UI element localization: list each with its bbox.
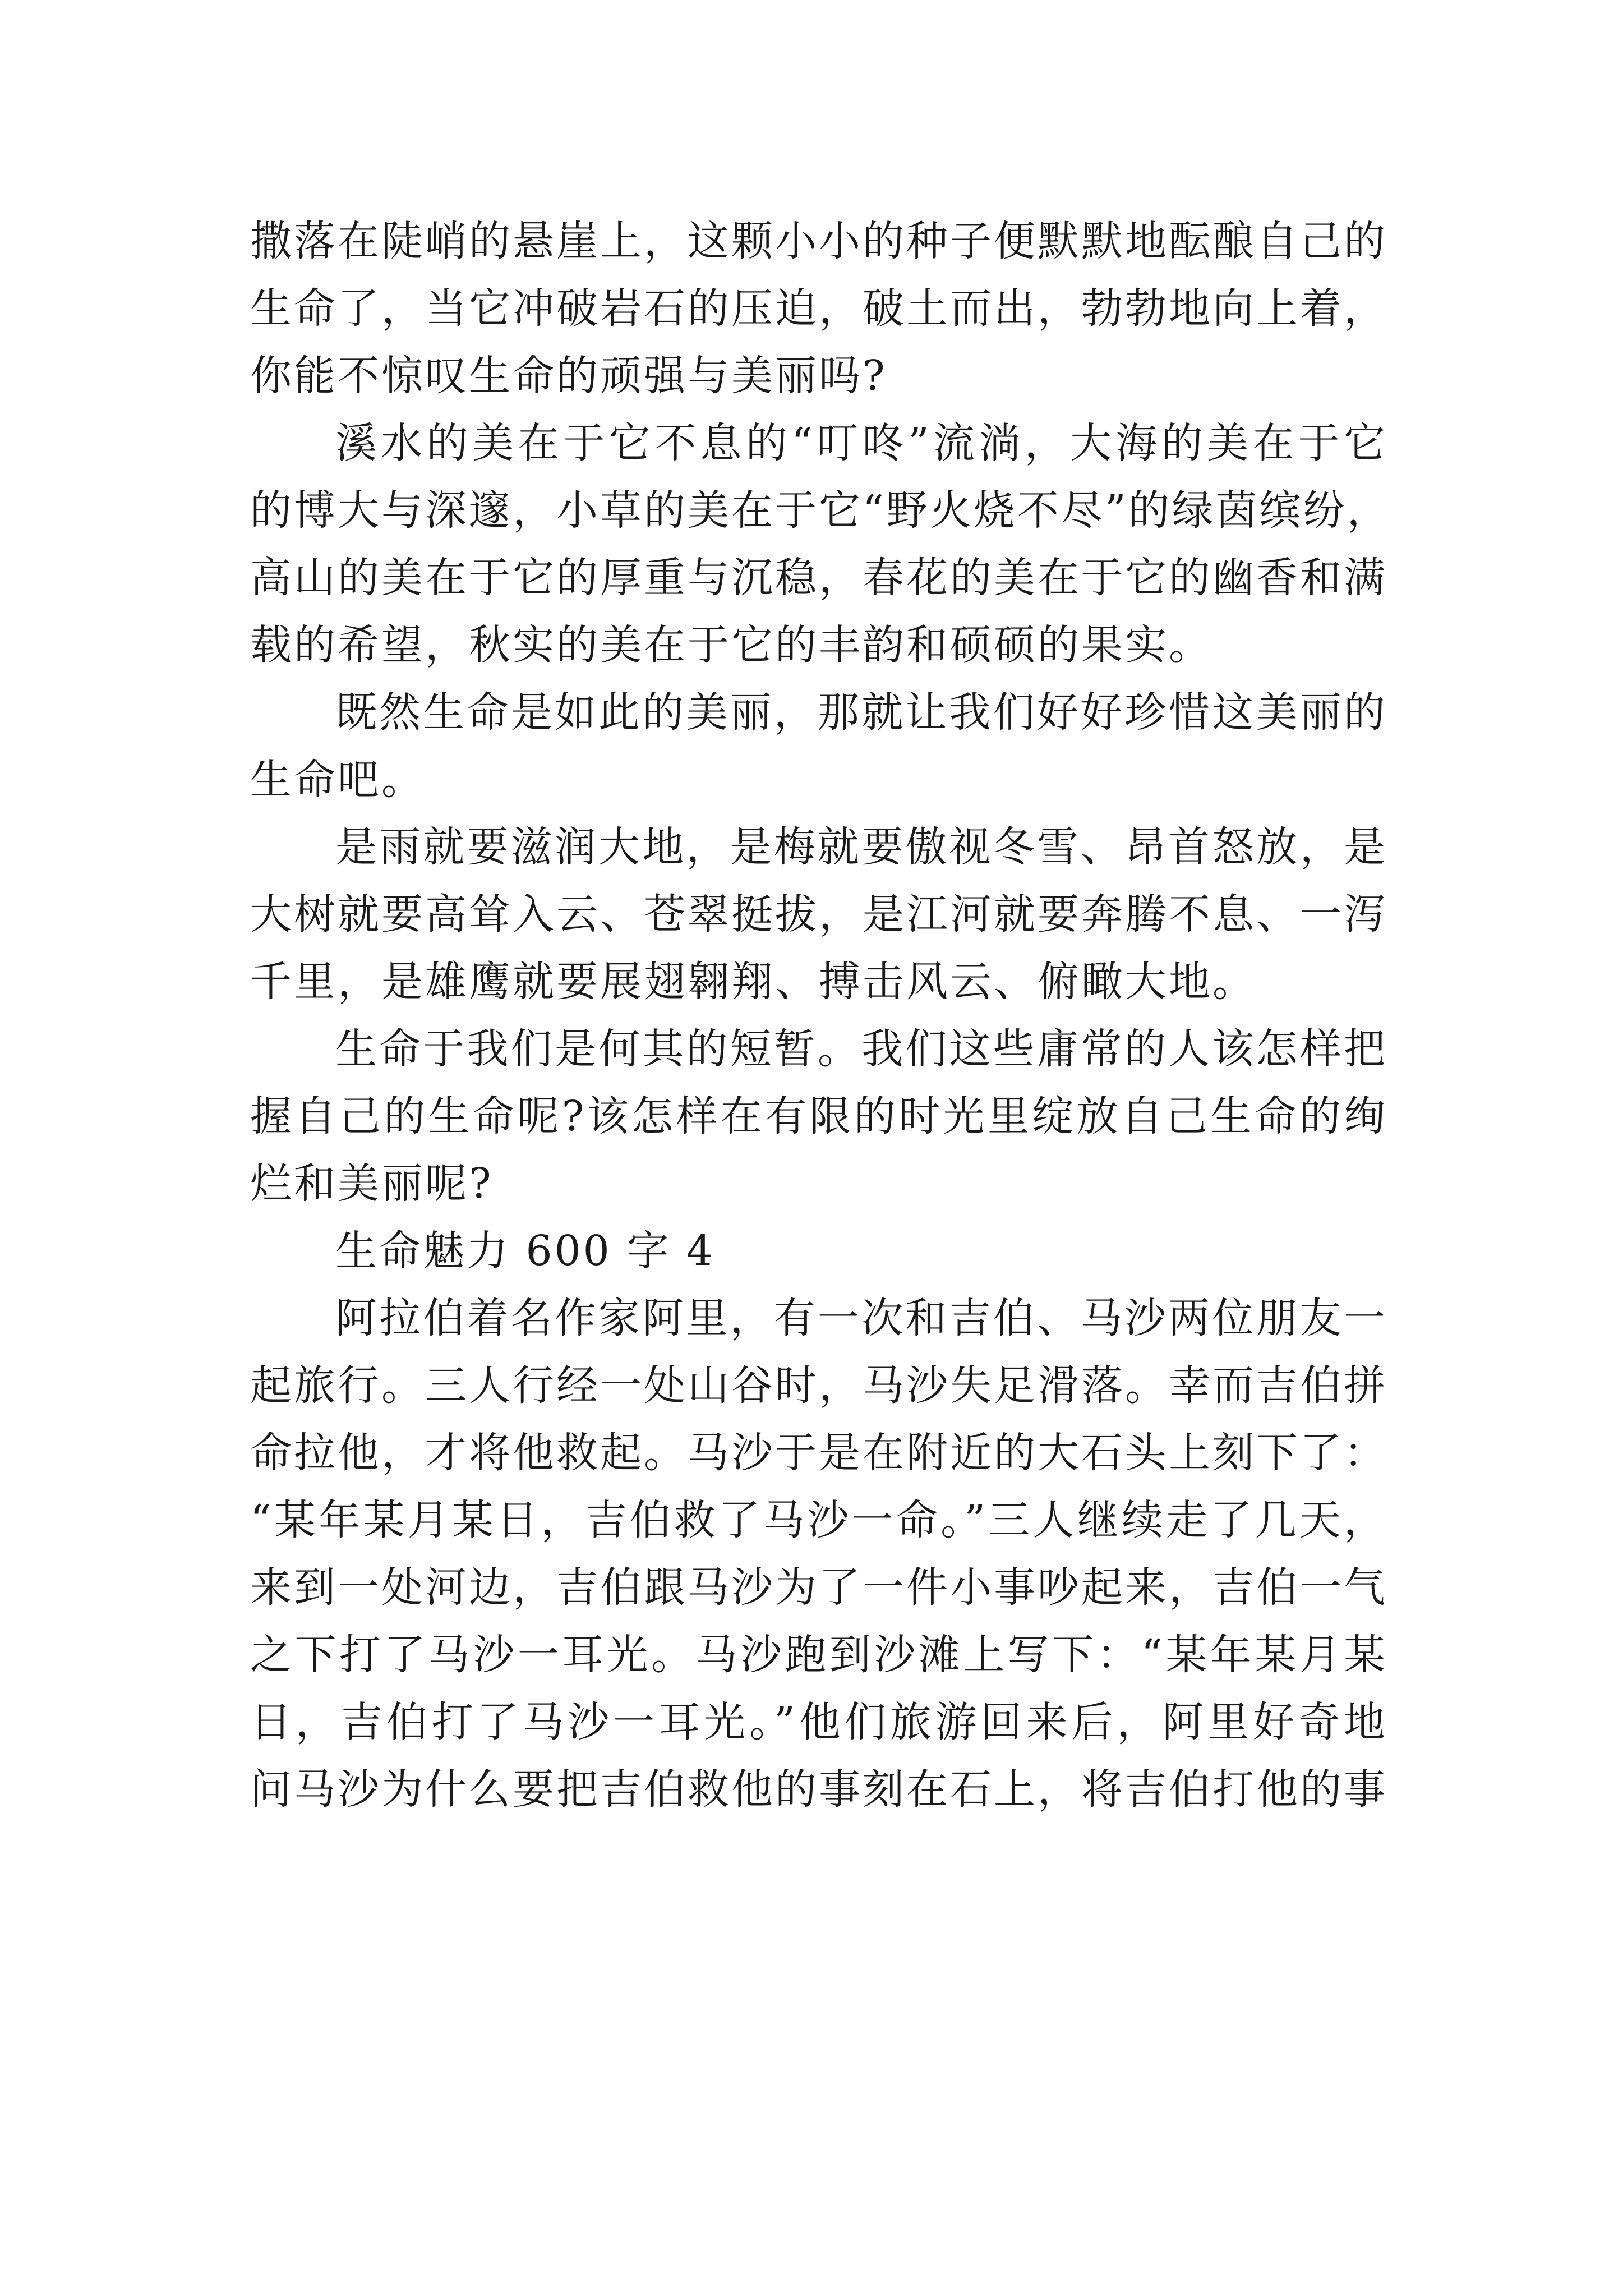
text-line: 是雨就要滋润大地，是梅就要傲视冬雪、昂首怒放，是 (335, 823, 1387, 871)
text-line: “某年某月某日，吉伯救了马沙一命。”三人继续走了几天， (250, 1496, 1387, 1544)
text-line: 烂和美丽呢? (250, 1159, 494, 1208)
text-line: 载的希望，秋实的美在于它的丰韵和硕硕的果实。 (250, 621, 1212, 669)
text-line: 溪水的美在于它不息的“叮咚”流淌，大海的美在于它 (335, 419, 1387, 467)
text-line: 千里，是雄鹰就要展翅翱翔、搏击风云、俯瞰大地。 (250, 958, 1256, 1006)
text-line: 之下打了马沙一耳光。马沙跑到沙滩上写下：“某年某月某 (250, 1631, 1387, 1679)
text-line: 来到一处河边，吉伯跟马沙为了一件小事吵起来，吉伯一气 (250, 1563, 1387, 1612)
text-line: 命拉他，才将他救起。马沙于是在附近的大石头上刻下了： (250, 1429, 1387, 1477)
text-line: 生命吧。 (250, 756, 425, 804)
text-line: 生命于我们是何其的短暂。我们这些庸常的人该怎样把 (335, 1025, 1387, 1073)
text-line: 握自己的生命呢?该怎样在有限的时光里绽放自己生命的绚 (250, 1092, 1387, 1140)
text-line: 生命魅力 600 字 4 (335, 1227, 715, 1275)
body-text (250, 208, 1391, 1823)
text-line: 的博大与深邃，小草的美在于它“野火烧不尽”的绿茵缤纷， (250, 486, 1391, 535)
text-line: 你能不惊叹生命的顽强与美丽吗? (250, 352, 887, 400)
text-line: 撒落在陡峭的悬崖上，这颗小小的种子便默默地酝酿自己的 (250, 217, 1387, 265)
text-line: 问马沙为什么要把吉伯救他的事刻在石上，将吉伯打他的事 (250, 1765, 1387, 1814)
text-line: 起旅行。三人行经一处山谷时，马沙失足滑落。幸而吉伯拼 (250, 1361, 1387, 1410)
text-line: 阿拉伯着名作家阿里，有一次和吉伯、马沙两位朋友一 (335, 1294, 1387, 1342)
text-line: 大树就要高耸入云、苍翠挺拔，是江河就要奔腾不息、一泻 (250, 890, 1387, 938)
text-line: 生命了，当它冲破岩石的压迫，破土而出，勃勃地向上着， (250, 284, 1387, 333)
text-line: 高山的美在于它的厚重与沉稳，春花的美在于它的幽香和满 (250, 554, 1387, 602)
text-line: 日，吉伯打了马沙一耳光。”他们旅游回来后，阿里好奇地 (250, 1698, 1387, 1746)
text-line: 既然生命是如此的美丽，那就让我们好好珍惜这美丽的 (335, 688, 1387, 737)
